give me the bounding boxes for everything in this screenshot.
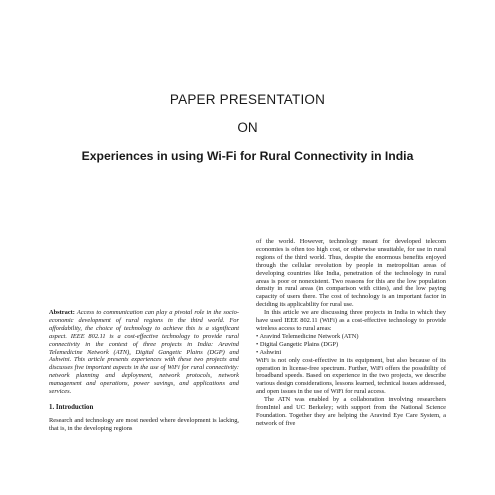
paragraph-3: WiFi is not only cost-effective in its equipment, but also because of its operation in license-free spectrum. Further, WiFi offers the possibility of broadband speeds. Based on experience in the two projects, we describe various design considerations, lessons learned, technical issues addressed, and open issues in the use of WiFi for rural access. (256, 356, 446, 396)
list-item: • Aravind Telemedicine Network (ATN) (256, 332, 359, 340)
paper-title: Experiences in using Wi-Fi for Rural Connectivity in India (81, 149, 414, 163)
project-list (256, 333, 446, 357)
abstract-text: Access to communication can play a pivotal role in the socio-economic development of rural regions in the third world. For affordability, the choice of technology to achieve this is a significant aspect. IEEE 802.11 is a cost-effective technology to provide rural connectivity in the context of three projects in India: Aravind Telemedicine Network (ATN), Digital Gangetic Plains (DGP) and Ashwini. This article presents experiences with these two projects and discusses five important aspects in the use of WiFi for rural connectivity: network planning and deployment, network protocols, network management and operations, power savings, and applications and services. (49, 309, 239, 396)
list-item: • Digital Gangetic Plains (DGP) (256, 340, 339, 348)
paragraph-1: of the world. However, technology meant for developed telecom economies is often too high cost, or otherwise unsuitable, for use in rural regions of the third world. Thus, despite the enormous benefits enjoyed through the cellular revolution by people in metropolitan areas of developing countries like India, penetration of the technology in rural areas is poor or nonexistent. Two reasons for this are the low population density in rural areas (in comparison with cities), and the low paying capacity of users there. The cost of technology is an important factor in deciding its applicability for rural use. (256, 238, 446, 309)
abstract-label: Abstract: (49, 309, 75, 316)
intro-paragraph: Research and technology are most needed where development is lacking, that is, in the developing regions (49, 416, 239, 432)
left-column (49, 309, 239, 433)
on-heading: ON (237, 120, 258, 135)
presentation-heading: PAPER PRESENTATION (169, 92, 326, 107)
section-heading-introduction: 1. Introduction (49, 403, 94, 411)
paragraph-4: The ATN was enabled by a collaboration involving researchers fromIntel and UC Berkeley; with support from the National Science Foundation. Together they are helping the Aravind Eye Care System, a network of five (256, 396, 446, 427)
paragraph-2: In this article we are discussing three projects in India in which they have used IEEE 802.11 (WiFi) as a cost-effective technology to provide wireless access to rural areas: (256, 309, 446, 332)
abstract (49, 309, 239, 396)
right-column (256, 238, 446, 428)
list-item: • Ashwini (256, 348, 282, 356)
